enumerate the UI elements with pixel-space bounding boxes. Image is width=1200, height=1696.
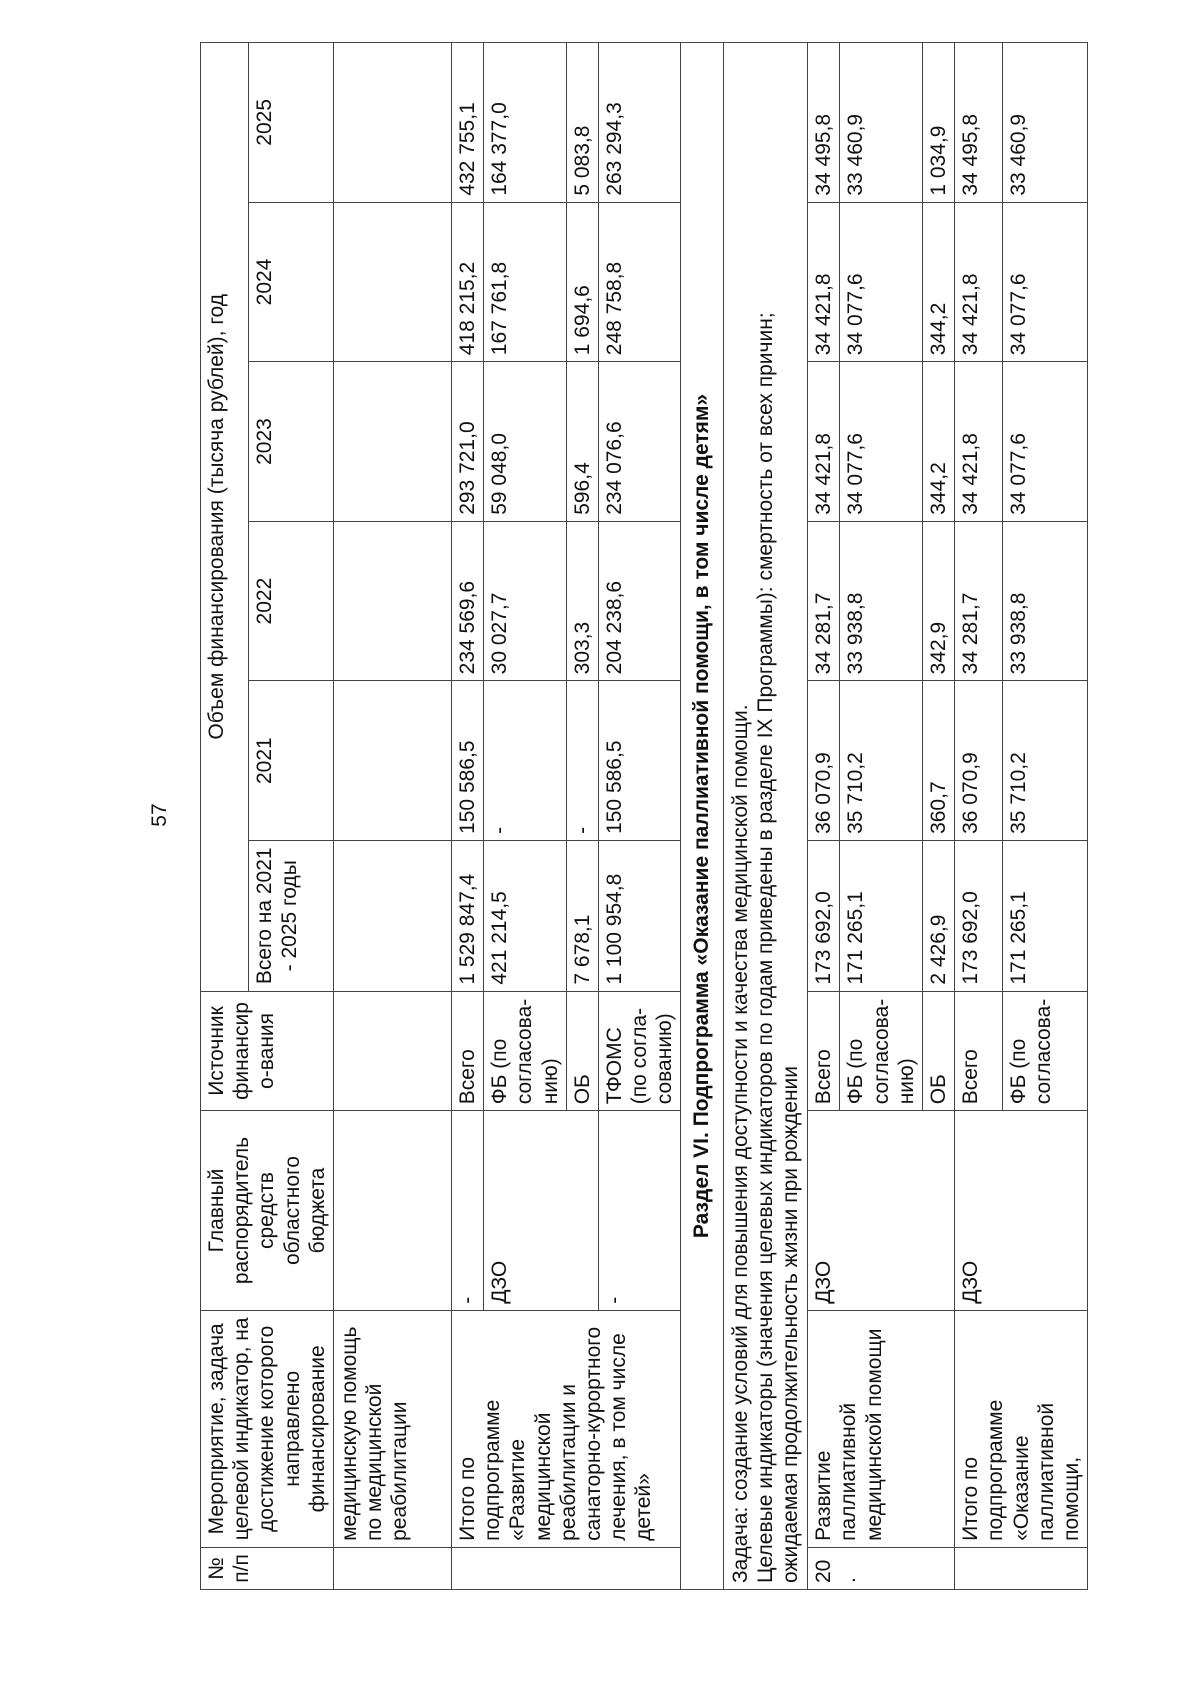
header-row [201,43,249,1590]
table-row [808,43,840,1590]
cell [333,681,451,841]
value-cell: 7 678,1 [566,840,598,991]
admin-cell: ДЗО [484,1111,599,1310]
activity-cell: медицинскую помощь по медицинской реабилитации [333,1310,451,1547]
value-cell: 342,9 [922,521,954,681]
value-cell: 36 070,9 [955,681,1003,841]
value-cell: 171 265,1 [840,840,923,991]
admin-cell: - [451,1111,483,1310]
value-cell: 36 070,9 [808,681,840,841]
value-cell: 33 460,9 [1002,43,1087,203]
cell [333,1547,451,1589]
value-cell: 34 495,8 [955,43,1003,203]
value-cell: 150 586,5 [451,681,483,841]
header-num: № п/п [201,1547,334,1589]
source-cell: Всего [955,991,1003,1111]
admin-cell: ДЗО [808,1111,955,1310]
tasks-row [723,43,808,1590]
cell [333,1111,451,1310]
value-cell: 33 460,9 [840,43,923,203]
header-activity: Мероприятие, задача целевой индикатор, на достижение которого направлено финансирование [201,1310,334,1547]
header-total: Всего на 2021 - 2025 годы [248,840,333,991]
cell [333,43,451,203]
value-cell: 5 083,8 [566,43,598,203]
activity-cell: Развитие паллиативной медицинской помощи [808,1310,955,1547]
rotated-table-page [200,42,1130,1590]
value-cell: 1 694,6 [566,202,598,362]
value-cell: 1 100 954,8 [598,840,681,991]
header-admin: Главный распорядитель средств областного бюджета [201,1111,334,1310]
value-cell: 35 710,2 [1002,681,1087,841]
value-cell: 34 495,8 [808,43,840,203]
value-cell: 34 077,6 [840,362,923,522]
value-cell: 171 265,1 [1002,840,1087,991]
value-cell: 34 421,8 [955,202,1003,362]
value-cell: 173 692,0 [808,840,840,991]
value-cell: 34 421,8 [955,362,1003,522]
value-cell: 34 077,6 [1002,362,1087,522]
activity-cell: Итого по подпрограмме «Развитие медицинской реабилитации и санаторно-курортного лечения, в том числе детей» [451,1310,681,1547]
value-cell: 234 569,6 [451,521,483,681]
num-cell [451,1547,681,1589]
source-cell: ФБ (по согласова-нию) [840,991,923,1111]
cell [333,362,451,522]
cell [333,521,451,681]
funding-table [200,42,1088,1590]
source-cell: ТФОМС (по согла-сованию) [598,991,681,1111]
value-cell: 150 586,5 [598,681,681,841]
source-cell: ФБ (по согласова- [1002,991,1087,1111]
value-cell: 35 710,2 [840,681,923,841]
value-cell: - [566,681,598,841]
task-line: Задача: создание условий для повышения доступности и качества медицинской помощи. [728,704,752,1583]
header-year: 2025 [248,43,333,203]
value-cell: 303,3 [566,521,598,681]
value-cell: 293 721,0 [451,362,483,522]
value-cell: 34 281,7 [808,521,840,681]
source-cell: ОБ [922,991,954,1111]
value-cell: 1 034,9 [922,43,954,203]
page-number: 57 [148,803,171,827]
cell [333,991,451,1111]
value-cell: - [484,681,567,841]
cell [333,202,451,362]
num-cell: 20. [808,1547,955,1589]
header-source: Источник финансиро-вания [201,991,334,1111]
value-cell: 418 215,2 [451,202,483,362]
header-year: 2021 [248,681,333,841]
value-cell: 30 027,7 [484,521,567,681]
value-cell: 167 761,8 [484,202,567,362]
task-line: ожидаемая продолжительность жизни при рождении [779,1065,802,1583]
value-cell: 596,4 [566,362,598,522]
source-cell: ФБ (по согласова-нию) [484,991,567,1111]
value-cell: 59 048,0 [484,362,567,522]
tasks-cell [723,43,808,1590]
admin-cell: - [598,1111,681,1310]
table-row [451,43,483,1590]
value-cell: 248 758,8 [598,202,681,362]
header-year: 2024 [248,202,333,362]
activity-cell: Итого по подпрограмме «Оказание паллиативной помощи, [955,1310,1088,1547]
source-cell: Всего [808,991,840,1111]
value-cell: 421 214,5 [484,840,567,991]
value-cell: 263 294,3 [598,43,681,203]
source-cell: Всего [451,991,483,1111]
value-cell: 204 238,6 [598,521,681,681]
header-funding: Объем финансирования (тысяча рублей), год [201,43,249,992]
table-row [955,43,1003,1590]
value-cell: 360,7 [922,681,954,841]
value-cell: 34 077,6 [1002,202,1087,362]
header-year: 2022 [248,521,333,681]
value-cell: 234 076,6 [598,362,681,522]
value-cell: 164 377,0 [484,43,567,203]
value-cell: 344,2 [922,362,954,522]
value-cell: 34 077,6 [840,202,923,362]
task-line: Целевые индикаторы (значения целевых индикаторов по годам приведены в разделе IX Программы): смертность от всех причин; [753,312,777,1583]
cell [333,840,451,991]
value-cell: 33 938,8 [840,521,923,681]
value-cell: 34 281,7 [955,521,1003,681]
value-cell: 344,2 [922,202,954,362]
value-cell: 432 755,1 [451,43,483,203]
value-cell: 34 421,8 [808,362,840,522]
admin-cell: ДЗО [955,1111,1088,1310]
num-cell [955,1547,1088,1589]
section-row [681,43,723,1590]
source-cell: ОБ [566,991,598,1111]
value-cell: 1 529 847,4 [451,840,483,991]
value-cell: 34 421,8 [808,202,840,362]
header-year: 2023 [248,362,333,522]
value-cell: 2 426,9 [922,840,954,991]
section-title: Раздел VI. Подпрограмма «Оказание паллиативной помощи, в том числе детям» [681,43,723,1590]
value-cell: 33 938,8 [1002,521,1087,681]
value-cell: 173 692,0 [955,840,1003,991]
table-row [333,43,451,1590]
